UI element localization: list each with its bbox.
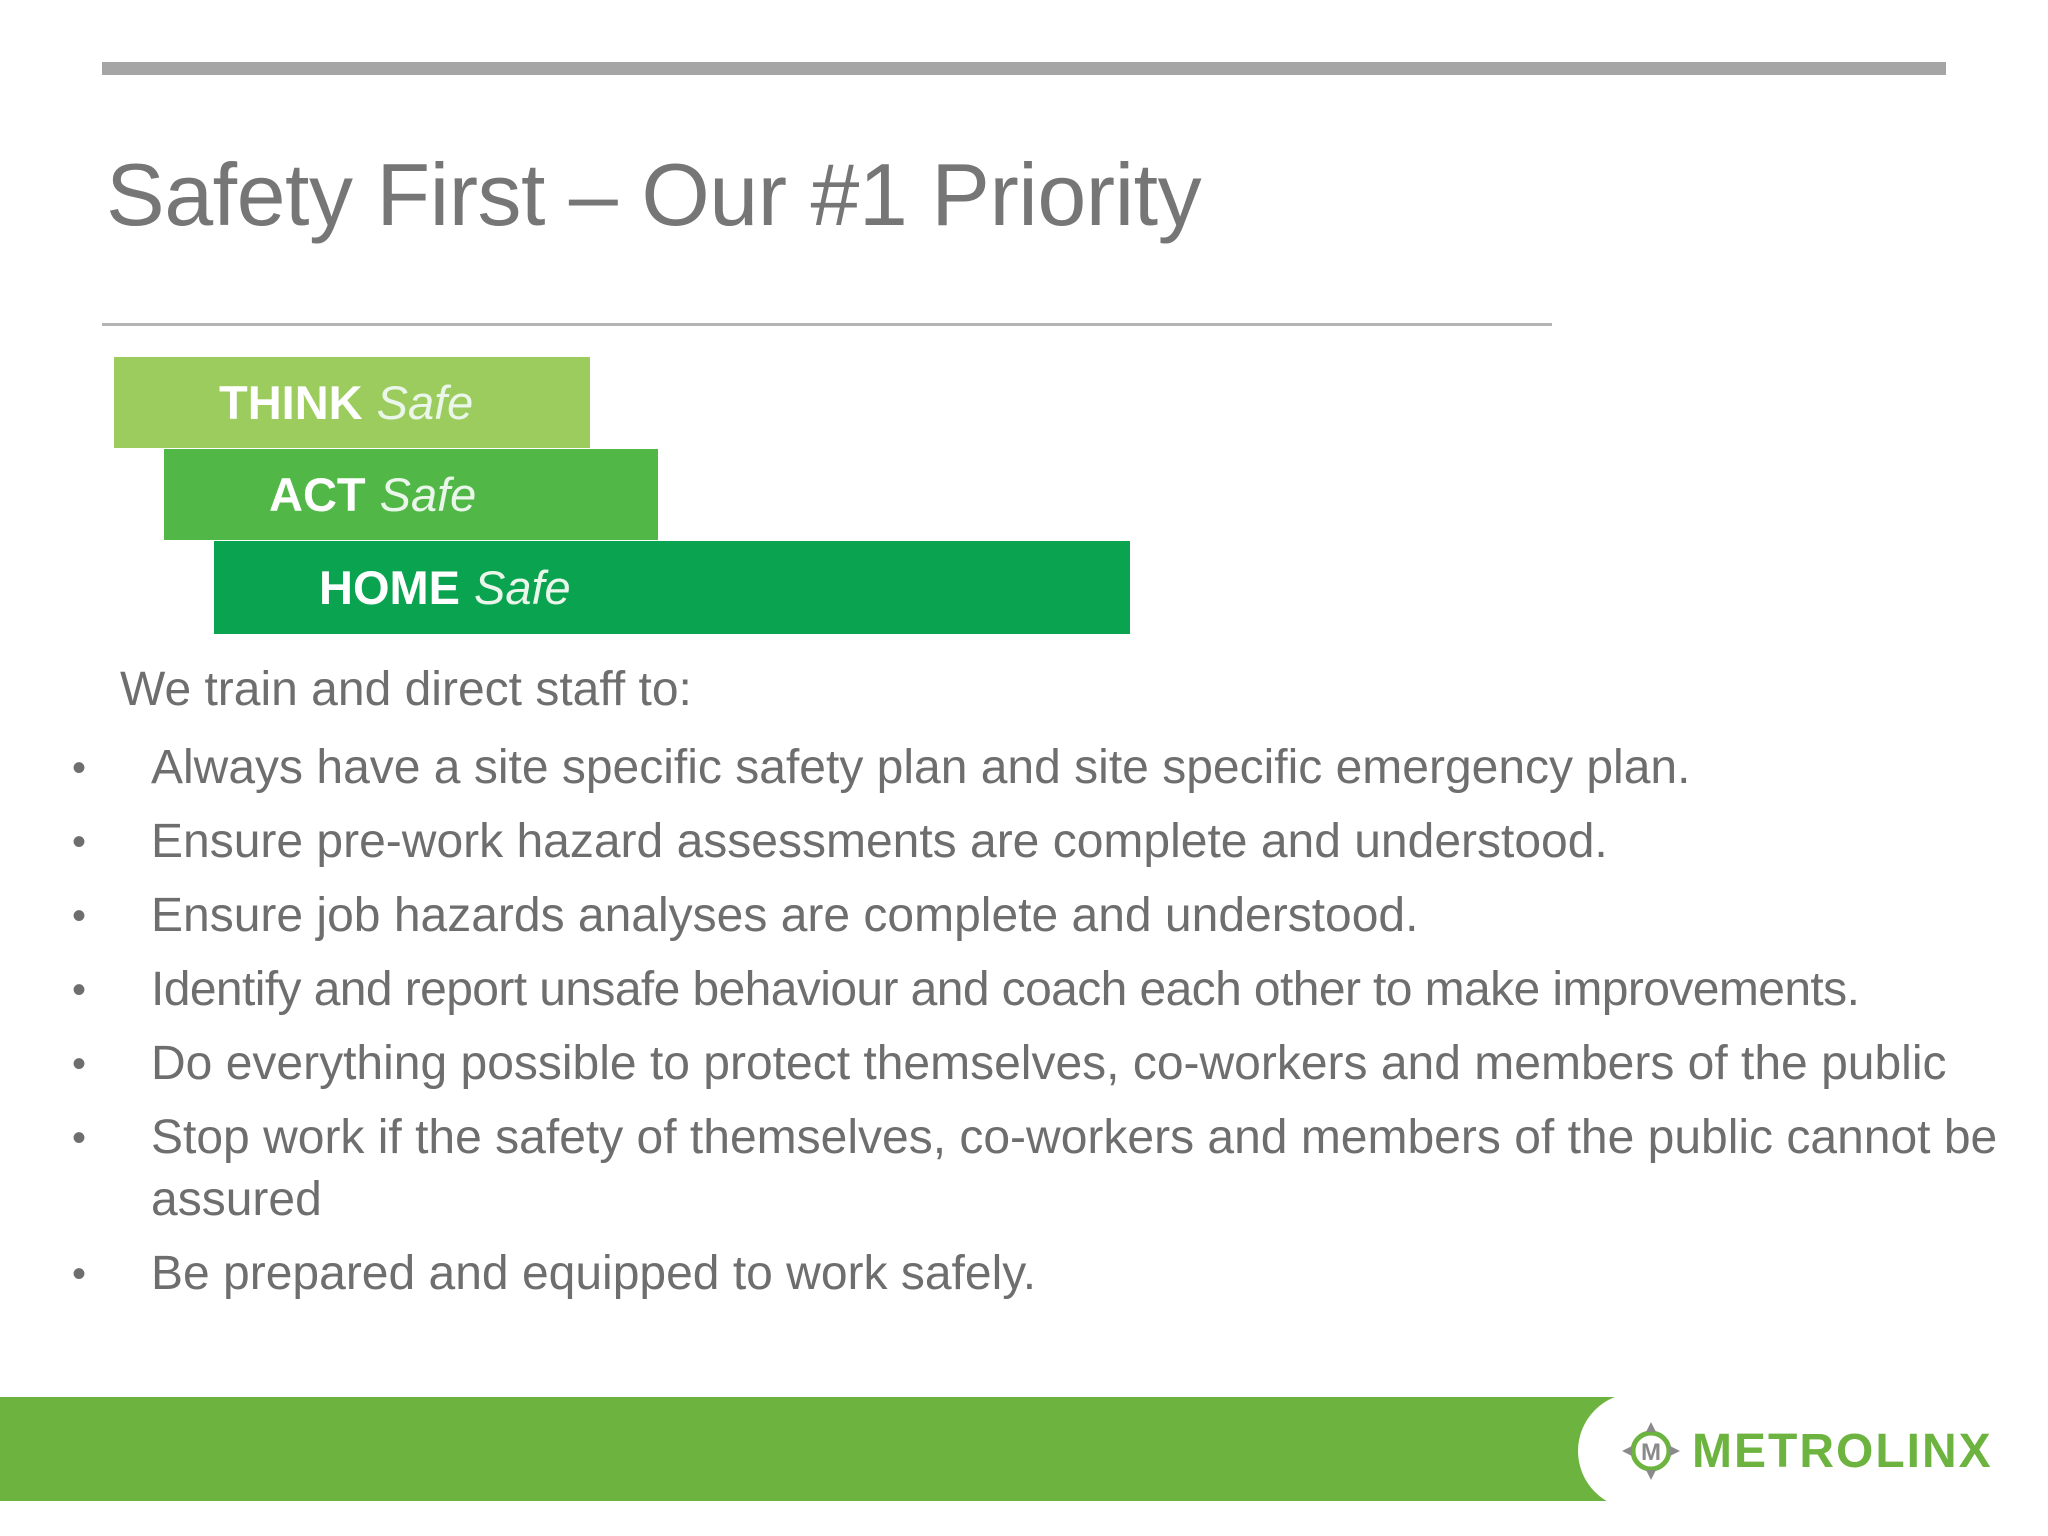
think-label: THINK	[219, 376, 363, 429]
act-safe-label: Safe	[379, 468, 477, 521]
footer-bar	[0, 1397, 1620, 1501]
bullet-text: Be prepared and equipped to work safely.	[151, 1247, 1037, 1300]
bullet-glyph: •	[72, 1042, 87, 1086]
bullet-glyph: •	[72, 1252, 87, 1296]
title-divider	[102, 323, 1552, 326]
bullet-item	[0, 959, 2048, 1021]
bullet-text: Ensure pre-work hazard assessments are complete and understood.	[151, 815, 1608, 868]
bullet-text: Do everything possible to protect themselves, co-workers and members of the public	[151, 1037, 1947, 1090]
bullet-item	[0, 1033, 2048, 1095]
think-safe-label: Safe	[376, 376, 474, 429]
home-label: HOME	[319, 561, 460, 614]
bullet-glyph: •	[72, 968, 86, 1012]
bullet-glyph: •	[72, 1116, 87, 1160]
bullet-text: Identify and report unsafe behaviour and coach each other to make improvements.	[151, 963, 1860, 1016]
bullet-item	[0, 1107, 2048, 1231]
bullet-list	[0, 737, 2048, 1317]
act-safe-band	[164, 449, 658, 540]
bullet-item	[0, 811, 2048, 873]
bullet-glyph: •	[72, 894, 87, 938]
metrolinx-logo	[1620, 1420, 1993, 1482]
think-safe-band	[114, 357, 590, 448]
bullet-glyph: •	[72, 746, 87, 790]
metrolinx-logo-icon	[1620, 1420, 1682, 1482]
bullet-item	[0, 885, 2048, 947]
top-rule	[102, 62, 1946, 75]
home-safe-label: Safe	[474, 561, 571, 614]
intro-text: We train and direct staff to:	[120, 663, 692, 716]
bullet-text: Always have a site specific safety plan and site specific emergency plan.	[151, 741, 1691, 794]
bullet-glyph: •	[72, 820, 87, 864]
metrolinx-wordmark: METROLINX	[1692, 1424, 1993, 1478]
home-safe-band	[214, 541, 1130, 634]
bullet-item	[0, 737, 2048, 799]
logo-mark-letter: M	[1641, 1439, 1661, 1466]
bullet-text: Stop work if the safety of themselves, co-workers and members of the public cannot be assured	[151, 1111, 1998, 1226]
slide-title: Safety First – Our #1 Priority	[106, 145, 1202, 244]
act-label: ACT	[269, 468, 366, 521]
bullet-item	[0, 1243, 2048, 1305]
bullet-text: Ensure job hazards analyses are complete and understood.	[151, 889, 1419, 942]
